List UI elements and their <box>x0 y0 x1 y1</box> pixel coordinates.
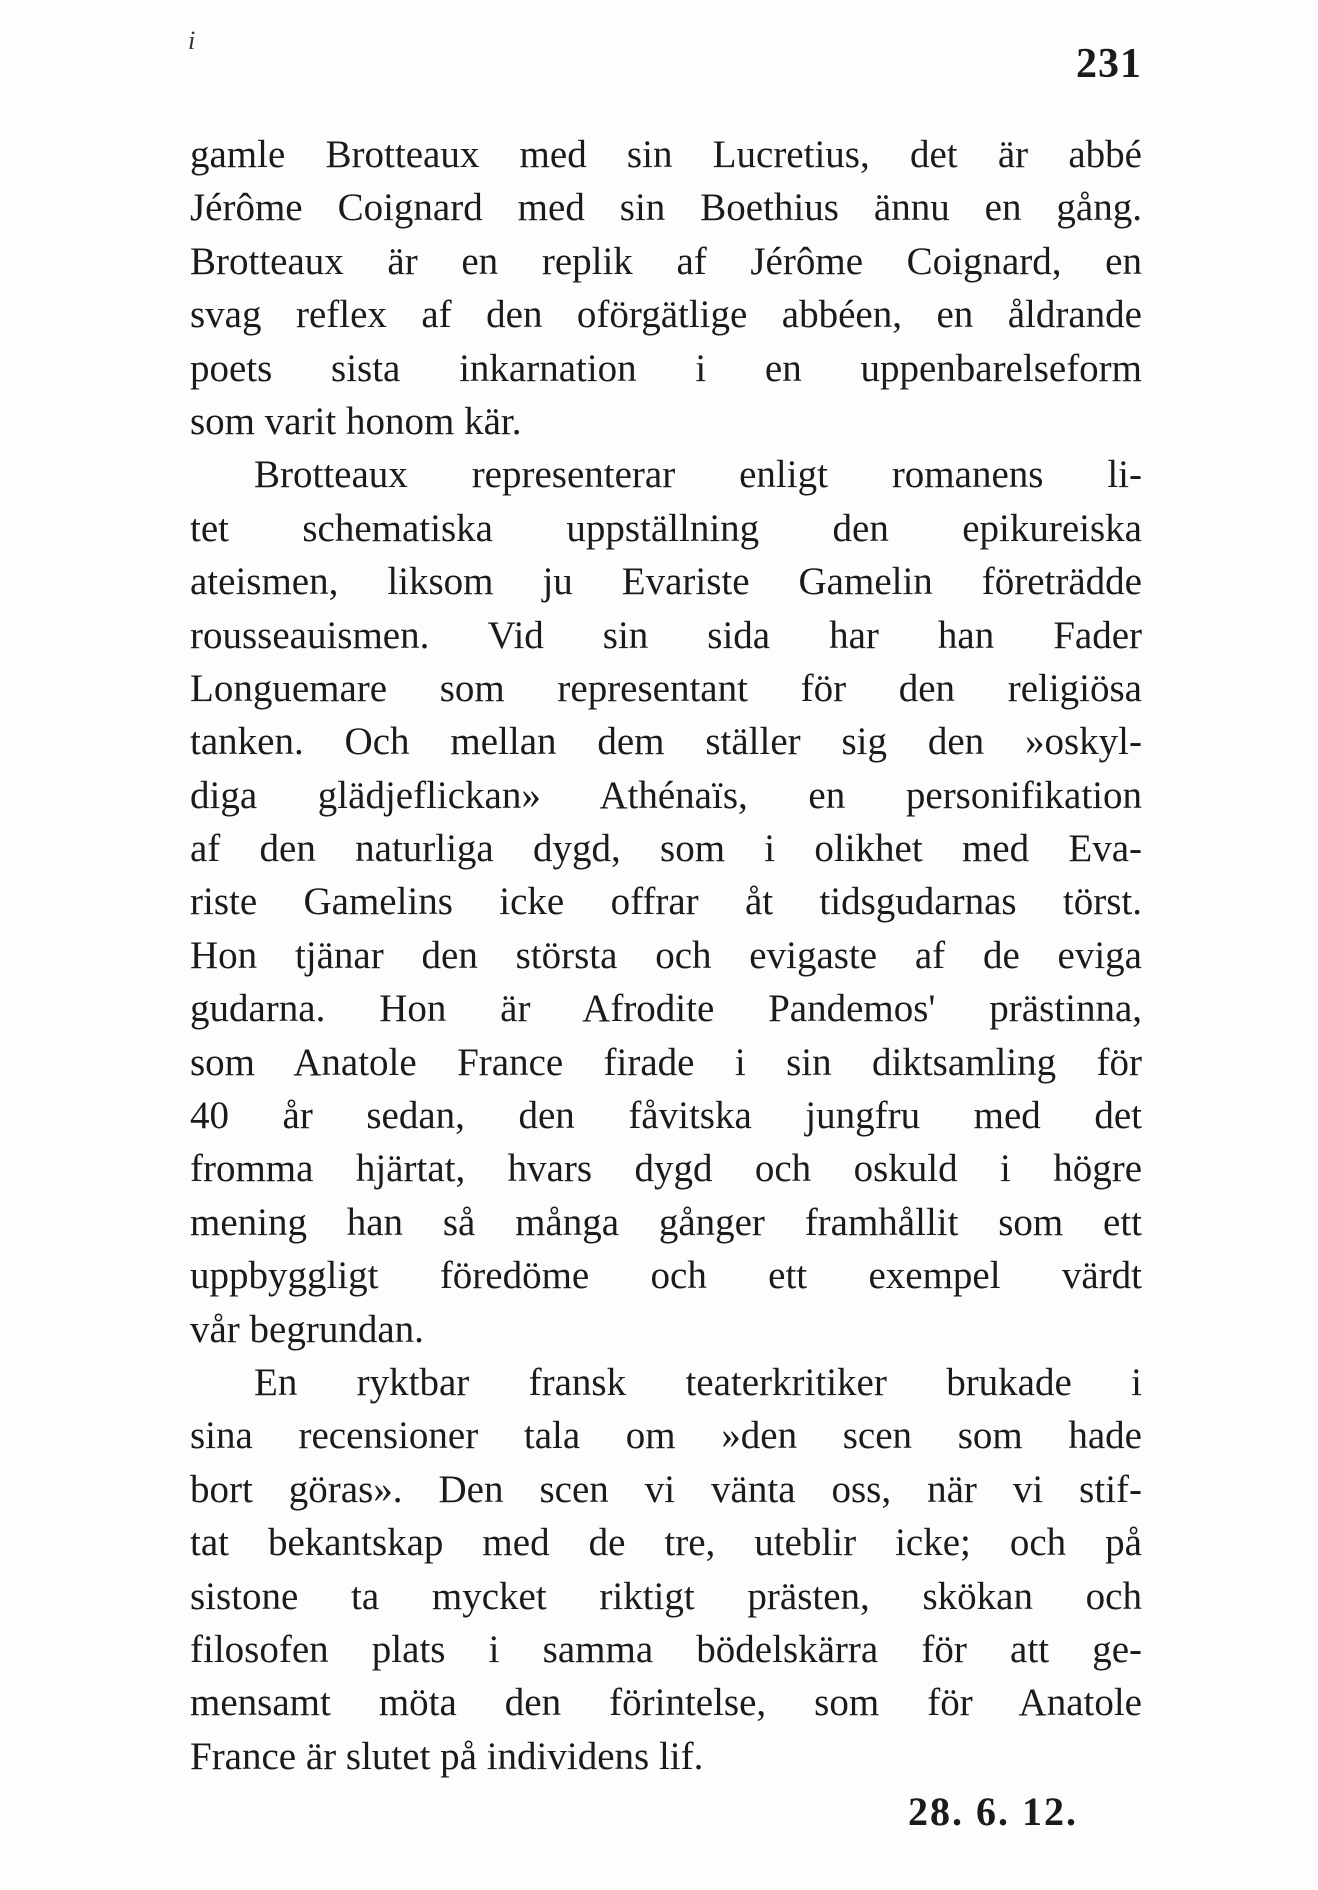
text-line: Brotteaux är en replik af Jérôme Coignard, en <box>190 239 1142 283</box>
text-line: sistone ta mycket riktigt prästen, skökan och <box>190 1574 1142 1618</box>
text-line: af den naturliga dygd, som i olikhet med Eva- <box>190 827 1142 871</box>
text-line: gamle Brotteaux med sin Lucretius, det är abbé <box>190 133 1142 176</box>
text-line: tat bekantskap med de tre, uteblir icke; och på <box>190 1521 1142 1565</box>
text-line: svag reflex af den oförgätlige abbéen, en åldrande <box>190 293 1142 337</box>
text-line: En ryktbar fransk teaterkritiker brukade i <box>254 1360 1142 1404</box>
margin-mark: i <box>188 26 196 55</box>
text-line: bort göras». Den scen vi vänta oss, när vi stif- <box>190 1467 1142 1511</box>
text-line: sina recensioner tala om »den scen som hade <box>190 1414 1142 1458</box>
text-line: uppbyggligt föredöme och ett exempel värdt <box>190 1254 1142 1298</box>
text-line: Brotteaux representerar enligt romanens li- <box>254 453 1142 497</box>
text-line: diga glädjeflickan» Athénaïs, en personifikation <box>190 773 1142 817</box>
body-text <box>190 128 1142 1783</box>
text-line: Jérôme Coignard med sin Boethius ännu en gång. <box>190 186 1142 230</box>
text-line: som varit honom kär. <box>190 399 522 443</box>
text-line: riste Gamelins icke offrar åt tidsgudarnas törst. <box>190 880 1142 924</box>
text-line: rousseauismen. Vid sin sida har han Fader <box>190 613 1142 657</box>
text-line: mening han så många gånger framhållit som ett <box>190 1200 1142 1244</box>
page-number: 231 <box>1076 41 1142 87</box>
text-line: France är slutet på individens lif. <box>190 1734 704 1778</box>
text-line: Longuemare som representant för den religiösa <box>190 666 1142 710</box>
date-signature: 28. 6. 12. <box>908 1789 1078 1834</box>
text-line: som Anatole France firade i sin diktsamling för <box>190 1040 1142 1084</box>
text-line: tanken. Och mellan dem ställer sig den »oskyl- <box>190 720 1142 764</box>
text-line: poets sista inkarnation i en uppenbarelseform <box>190 346 1142 390</box>
text-line: ateismen, liksom ju Evariste Gamelin företrädde <box>190 560 1142 604</box>
text-line: Hon tjänar den största och evigaste af de eviga <box>190 933 1142 977</box>
text-line: vår begrundan. <box>190 1307 424 1351</box>
text-line: fromma hjärtat, hvars dygd och oskuld i högre <box>190 1147 1142 1191</box>
text-line: tet schematiska uppställning den epikureiska <box>190 506 1142 550</box>
text-line: gudarna. Hon är Afrodite Pandemos' prästinna, <box>190 987 1142 1031</box>
text-line: filosofen plats i samma bödelskärra för att ge- <box>190 1627 1142 1671</box>
text-line: 40 år sedan, den fåvitska jungfru med det <box>190 1094 1142 1138</box>
text-line: mensamt möta den förintelse, som för Anatole <box>190 1681 1142 1725</box>
